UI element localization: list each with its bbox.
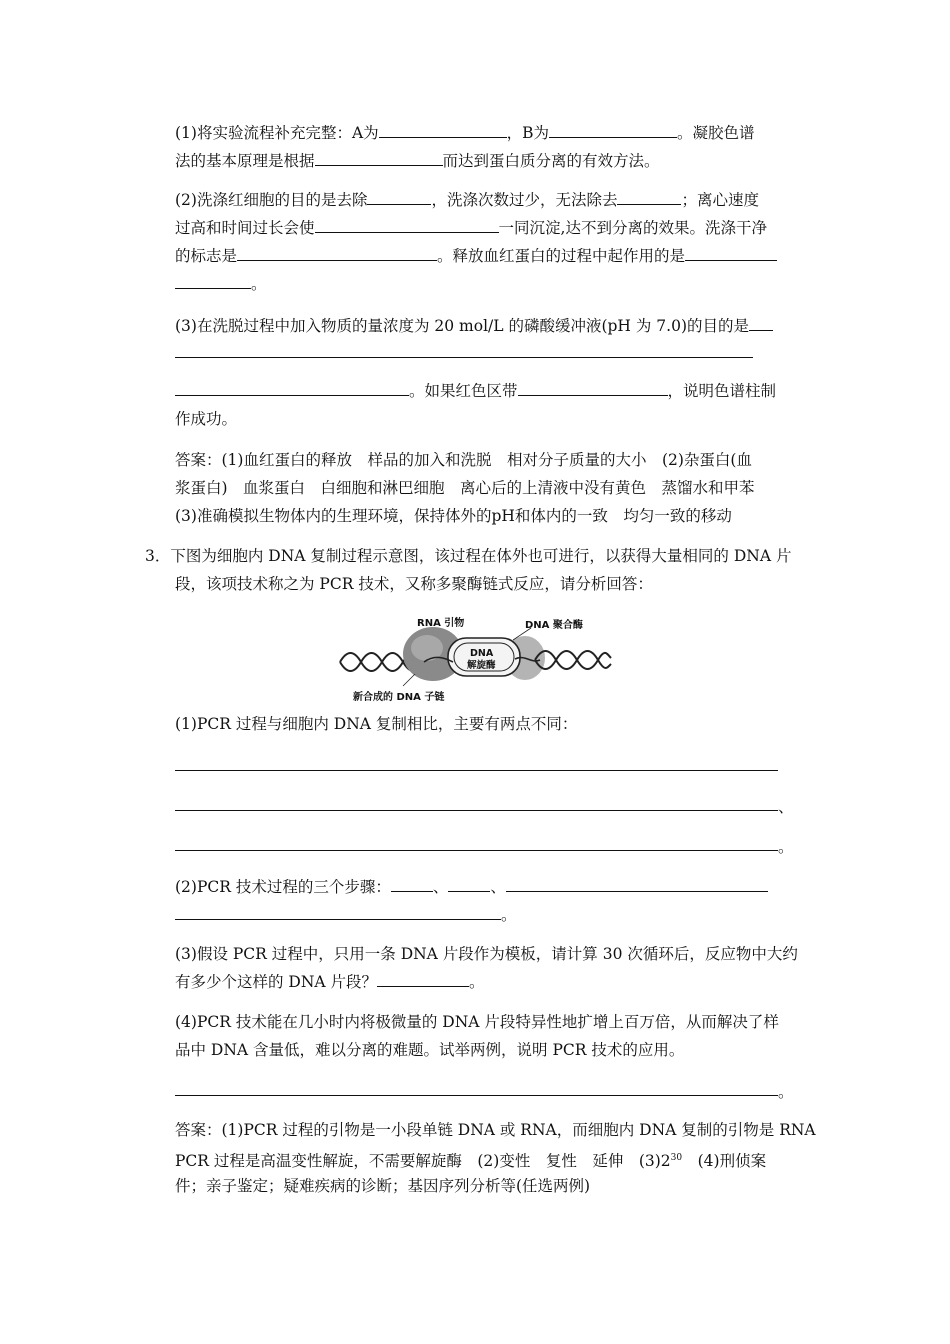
- text: 法的基本原理是根据: [175, 152, 315, 170]
- blank-step3[interactable]: [506, 877, 768, 892]
- q3-answer-line2: [175, 1148, 766, 1171]
- label-helicase-2: 解旋酶: [467, 660, 496, 671]
- q3-sub4-line1: [175, 1012, 779, 1032]
- label-helicase-1: DNA: [470, 648, 494, 659]
- text: 。: [469, 973, 485, 991]
- q3-intro-line1: [145, 546, 791, 566]
- q2-part3-line3: [175, 381, 776, 401]
- q3-answer-line1: [175, 1120, 816, 1140]
- q2-part1-line1: [175, 123, 755, 143]
- q3-sub2-line1: [175, 877, 768, 897]
- text: (4)刑侦案: [682, 1152, 767, 1171]
- q2-part1-line2: [175, 151, 660, 171]
- label-dna-polymerase: DNA 聚合酶: [525, 620, 583, 631]
- q3-answer-line3: [175, 1176, 590, 1196]
- q2-answer-line2: [175, 478, 755, 498]
- q3-sub1: [175, 714, 577, 734]
- blank-release[interactable]: [685, 246, 777, 261]
- text: 。: [501, 906, 517, 924]
- answer-rule[interactable]: [175, 770, 778, 771]
- text: PCR 过程是高温变性解旋，不需要解旋酶 (2)变性 复性 延伸 (3)2: [175, 1152, 671, 1171]
- q2-answer-line3: [175, 506, 732, 526]
- q3-sub4-line2: [175, 1040, 684, 1060]
- q2-part2-line2: [175, 218, 767, 238]
- answer-rule[interactable]: [175, 357, 753, 358]
- text: (2)PCR 技术过程的三个步骤：: [175, 878, 391, 896]
- q3-sub3-line2: [175, 972, 485, 992]
- blank-sediment[interactable]: [315, 218, 499, 233]
- q3-sub1-end2: [778, 797, 794, 817]
- text: (3)准确模拟生物体内的生理环境，保持体外的pH和体内的一致 均匀一致的移动: [175, 507, 732, 525]
- text: (1)PCR 过程与细胞内 DNA 复制相比，主要有两点不同：: [175, 715, 578, 733]
- text: 品中 DNA 含量低，难以分离的难题。试举两例，说明 PCR 技术的应用。: [175, 1041, 685, 1059]
- text: 。: [778, 838, 794, 856]
- q2-answer-line1: [175, 450, 752, 470]
- text: 。: [251, 275, 267, 293]
- text: 浆蛋白) 血浆蛋白 白细胞和淋巴细胞 离心后的上清液中没有黄色 蒸馏水和甲苯: [175, 479, 755, 497]
- text: 3．下图为细胞内 DNA 复制过程示意图，该过程在体外也可进行，以获得大量相同的 DNA 片: [145, 547, 792, 565]
- answer-rule[interactable]: [175, 1095, 778, 1096]
- text: 。如果红色区带: [409, 382, 518, 400]
- text: 、: [490, 878, 506, 896]
- blank-step2[interactable]: [448, 877, 490, 892]
- text: ，洗涤次数过少，无法除去: [431, 191, 618, 209]
- label-new-dna-strand: 新合成的 DNA 子链: [353, 692, 445, 703]
- blank-purpose[interactable]: [749, 316, 773, 331]
- label-rna-primer: RNA 引物: [417, 618, 465, 629]
- q2-part2-line4: [175, 274, 267, 294]
- text: ，B为: [506, 124, 550, 142]
- text: 答案：(1)PCR 过程的引物是一小段单链 DNA 或 RNA，而细胞内 DNA 复制的引物是 RNA: [175, 1121, 816, 1139]
- q2-part3-line4: [175, 409, 237, 429]
- text: 、: [778, 798, 794, 816]
- text: ，说明色谱柱制: [667, 382, 777, 400]
- text: 段，该项技术称之为 PCR 技术，又称多聚酶链式反应，请分析回答：: [175, 575, 653, 593]
- text: (1)将实验流程补充完整：A为: [175, 124, 379, 142]
- text: 。凝胶色谱: [677, 124, 755, 142]
- text: (3)在洗脱过程中加入物质的量浓度为 20 mol/L 的磷酸缓冲液(pH 为 7.0)的目的是: [175, 317, 750, 335]
- blank-fragment-count[interactable]: [377, 972, 469, 987]
- blank-red-band[interactable]: [518, 381, 668, 396]
- pointer-new-strand: [403, 674, 415, 686]
- text: 有多少个这样的 DNA 片段？: [175, 973, 378, 991]
- text: 、: [432, 878, 449, 896]
- text: 答案：(1)血红蛋白的释放 样品的加入和洗脱 相对分子质量的大小 (2)杂蛋白(血: [175, 451, 752, 469]
- text: 过高和时间过长会使: [175, 219, 315, 237]
- superscript: 30: [670, 1153, 683, 1163]
- dna-replication-diagram: [335, 614, 615, 706]
- blank-release-cont[interactable]: [175, 274, 251, 289]
- text: 。释放血红蛋白的过程中起作用的是: [437, 247, 686, 265]
- q2-part3-line1: [175, 316, 773, 336]
- blank-purpose-cont[interactable]: [175, 381, 409, 396]
- blank-step3-cont[interactable]: [175, 905, 501, 920]
- text: (4)PCR 技术能在几小时内将极微量的 DNA 片段特异性地扩增上百万倍，从而解决了样: [175, 1013, 779, 1031]
- blank-sign[interactable]: [237, 246, 437, 261]
- answer-rule[interactable]: [175, 850, 778, 851]
- q3-sub2-line2: [175, 905, 517, 925]
- text: (3)假设 PCR 过程中，只用一条 DNA 片段作为模板，请计算 30 次循环后，反应物中大约: [175, 945, 798, 963]
- text: 作成功。: [175, 410, 238, 428]
- q2-part2-line3: [175, 246, 777, 266]
- text: (2)洗涤红细胞的目的是去除: [175, 191, 368, 209]
- text: 而达到蛋白质分离的有效方法。: [442, 152, 660, 170]
- blank-a[interactable]: [379, 123, 507, 138]
- blank-principle[interactable]: [315, 151, 443, 166]
- blank-remove[interactable]: [367, 190, 431, 205]
- text: ；离心速度: [681, 191, 759, 209]
- text: 一同沉淀,达不到分离的效果。洗涤干净: [498, 219, 767, 237]
- text: 的标志是: [175, 247, 238, 265]
- q2-part2-line1: [175, 190, 759, 210]
- blank-step1[interactable]: [391, 877, 433, 892]
- q3-sub3-line1: [175, 944, 798, 964]
- blank-cannot-remove[interactable]: [617, 190, 681, 205]
- blank-b[interactable]: [549, 123, 677, 138]
- text: 件；亲子鉴定；疑难疾病的诊断；基因序列分析等(任选两例): [175, 1177, 591, 1195]
- text: 。: [778, 1083, 794, 1101]
- q3-intro-line2: [175, 574, 653, 594]
- q3-sub4-end: [778, 1082, 794, 1102]
- answer-rule[interactable]: [175, 810, 778, 811]
- q3-sub1-end3: [778, 837, 794, 857]
